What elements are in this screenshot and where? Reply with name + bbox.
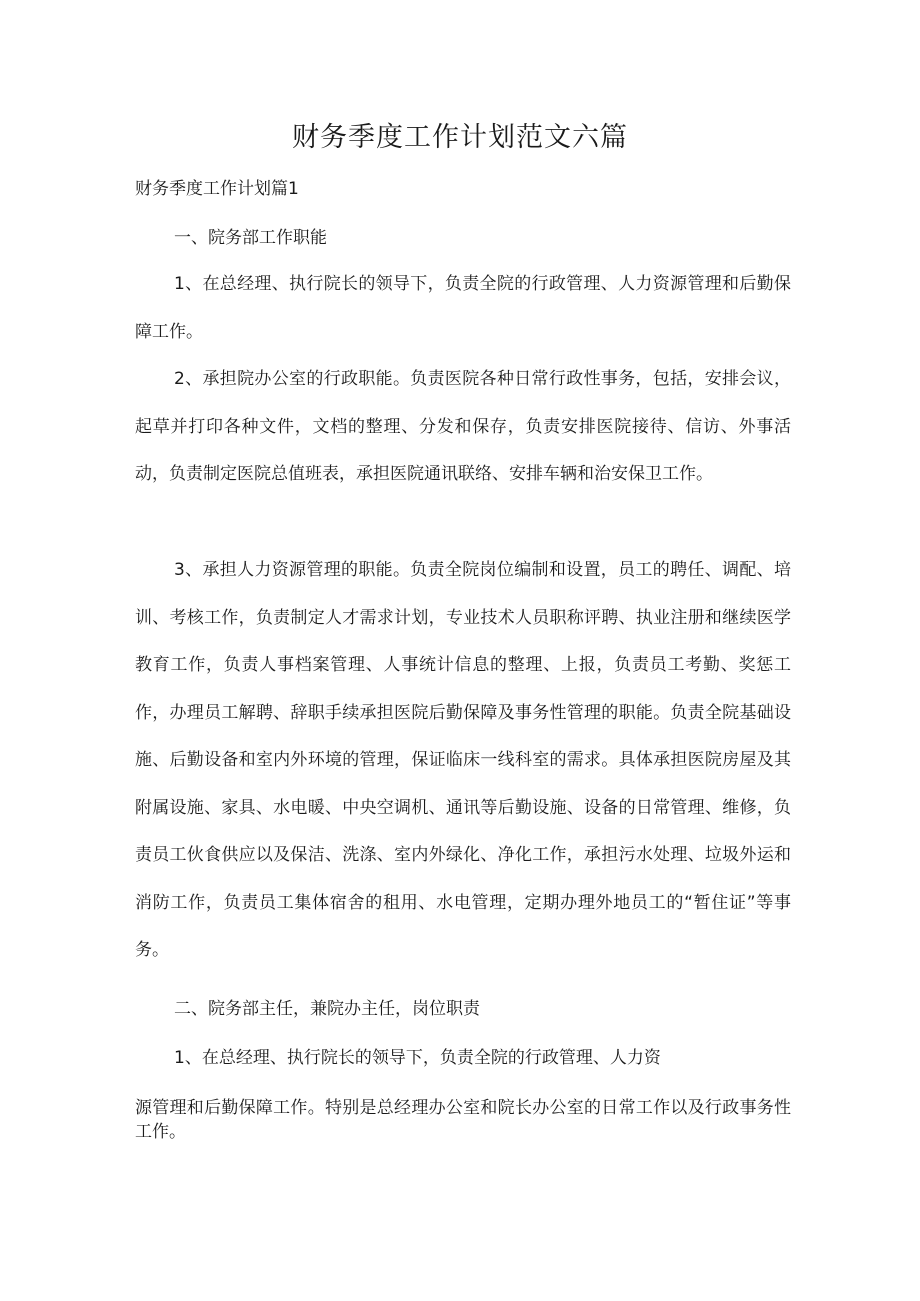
paragraph-4-line-1: 1、在总经理、执行院长的领导下，负责全院的行政管理、人力资 [174, 1048, 661, 1068]
paragraph-1: 1、在总经理、执行院长的领导下，负责全院的行政管理、人力资源管理和后勤保障工作。 [135, 274, 791, 342]
document-subtitle: 财务季度工作计划篇1 [135, 179, 299, 199]
paragraph-3: 3、承担人力资源管理的职能。负责全院岗位编制和设置，员工的聘任、调配、培训、考核工作，负责制定人才需求计划，专业技术人员职称评聘、执业注册和继续医学教育工作，负责人事档案管理、人事统计信息的整理、上报，负责员工考勤、奖惩工作，办理员工解聘、辞职手续承担医院后勤保障及事务性管理的职能。负责全院基础设施、后勤设备和室内外环境的管理，保证临床一线科室的需求。具体承担医院房屋及其附属设施、家具、水电暖、中央空调机、通讯等后勤设施、设备的日常管理、维修，负责员工伙食供应以及保洁、洗涤、室内外绿化、净化工作，承担污水处理、垃圾外运和消防工作，负责员工集体宿舍的租用、水电管理，定期办理外地员工的“暂住证”等事务。 [135, 560, 791, 960]
document-title: 财务季度工作计划范文六篇 [292, 122, 628, 153]
paragraph-4-continuation: 源管理和后勤保障工作。特别是总经理办公室和院长办公室的日常工作以及行政事务性工作。 [135, 1098, 791, 1142]
section-heading-1: 一、院务部工作职能 [174, 228, 327, 248]
paragraph-2: 2、承担院办公室的行政职能。负责医院各种日常行政性事务，包括，安排会议，起草并打印各种文件，文档的整理、分发和保存，负责安排医院接待、信访、外事活动，负责制定医院总值班表，承担医院通讯联络、安排车辆和治安保卫工作。 [135, 369, 791, 484]
section-heading-2: 二、院务部主任，兼院办主任，岗位职责 [174, 999, 480, 1019]
